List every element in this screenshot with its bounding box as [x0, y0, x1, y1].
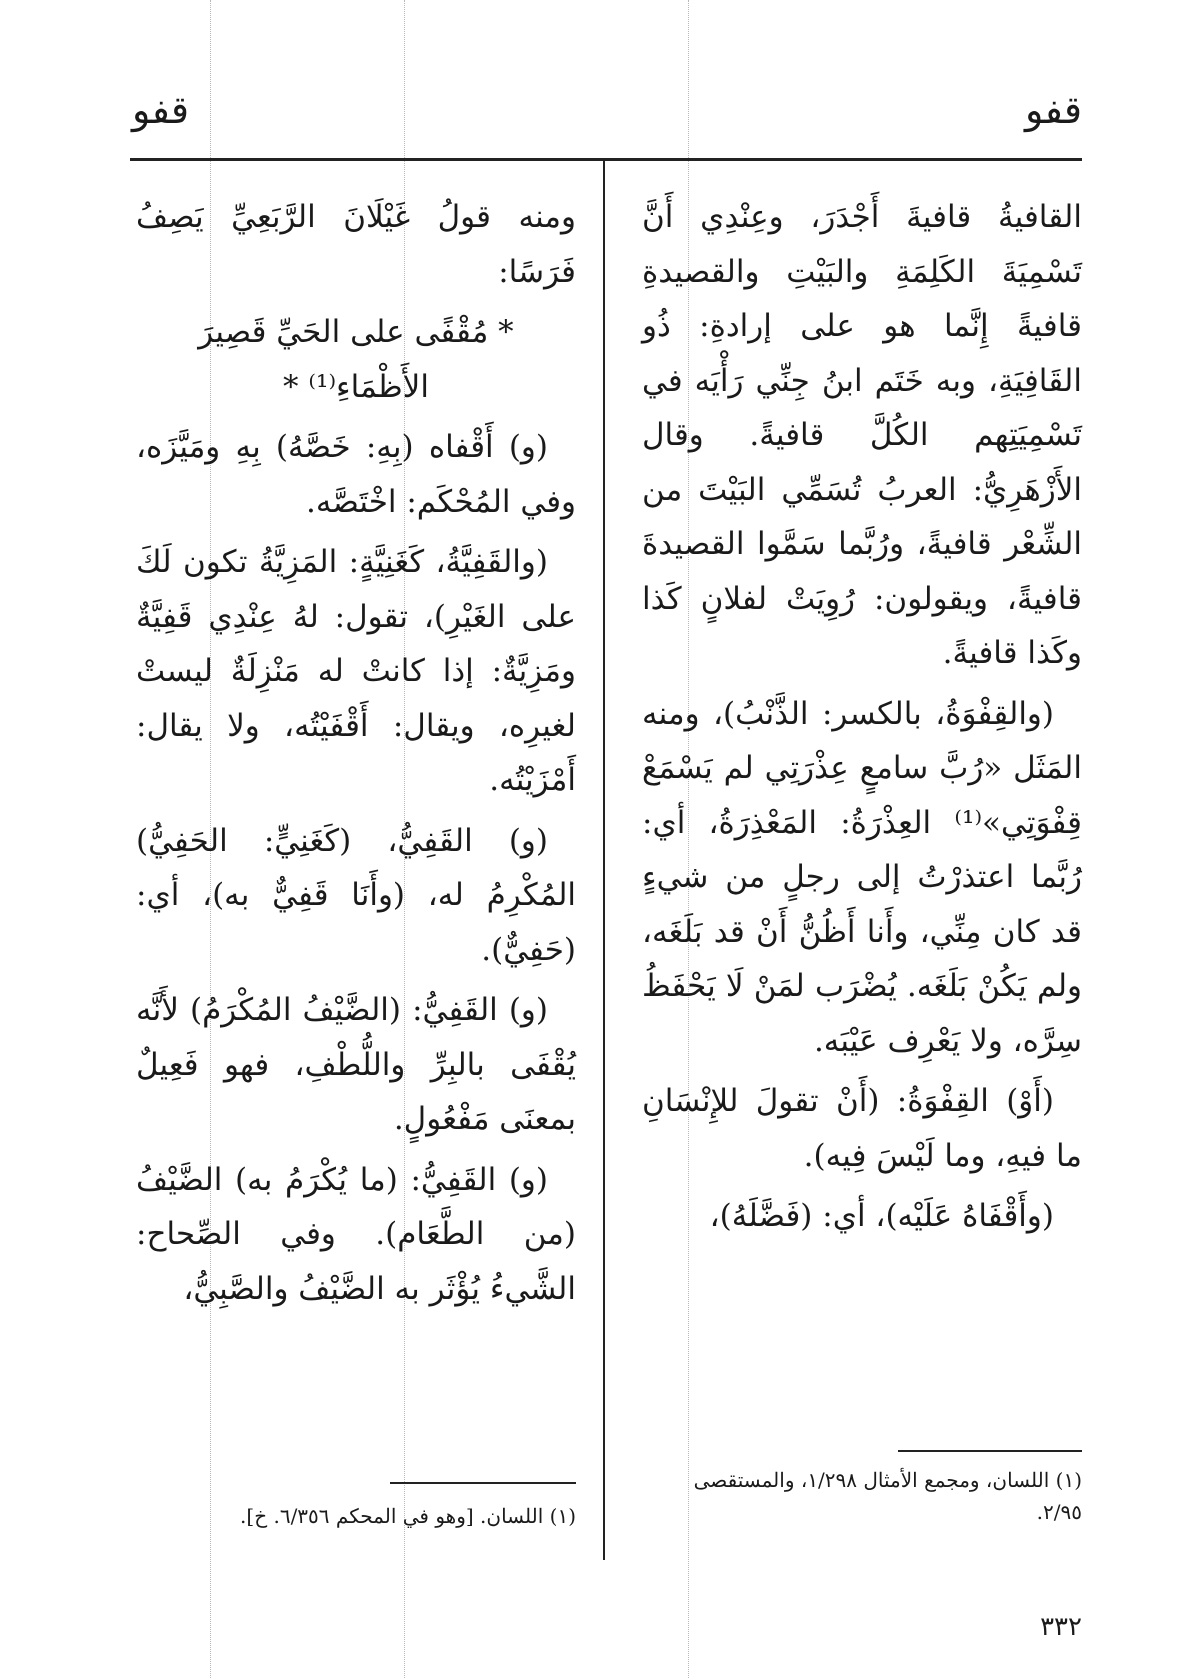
footnote-rule-left — [390, 1482, 576, 1484]
right-paragraph-4: (وأَقْفَاهُ عَلَيْه)، أي: (فَضَّلَهُ)، — [709, 1198, 1054, 1234]
right-paragraph-1: القافيةُ قافيةَ أَجْدَرَ، وعِنْدِي أَنَّ تَسْمِيَةَ الكَلِمَةِ والبَيْتِ والقصيدةِ قافيةً إِنَّما هو على إرادةِ: ذُو القَافِيَةِ، وبه خَتَم ابنُ جِنِّي رَأْيَه في تَسْمِيَتِهم الكُلَّ قافيةً. وقال الأَزْهَرِيُّ: العربُ تُسَمِّي البَيْتَ من الشِّعْر قافيةً، ورُبَّما سَمَّوا القصيدةَ قافيةً، ويقولون: رُوِيَتْ لفلانٍ كَذا وكَذا قافيةً. — [642, 199, 1082, 671]
running-head-left: قفو — [132, 88, 190, 132]
left-intro: ومنه قولُ غَيْلَانَ الرَّبَعِيِّ يَصِفُ فَرَسًا: — [136, 199, 576, 290]
header-rule — [130, 158, 1082, 161]
left-column — [136, 190, 576, 1322]
page-number: ٣٣٢ — [1040, 1612, 1082, 1642]
footnote-rule-right — [898, 1450, 1082, 1452]
right-paragraph-2: (والقِفْوَةُ، بالكسر: الذَّنْبُ)، ومنه المَثَل «رُبَّ سامعٍ عِذْرَتِي لم يَسْمَعْ قِفْوَتِي»⁽¹⁾ العِذْرَةُ: المَعْذِرَةُ، أي: رُبَّما اعتذرْتُ إلى رجلٍ من شيءٍ قد كان مِنِّي، وأَنا أَظُنُّ أَنْ قد بَلَغَه، ولم يَكُنْ بَلَغَه. يُضْرَب لمَنْ لَا يَحْفَظُ سِرَّه، ولا يَعْرِف عَيْبَه. — [642, 695, 1082, 1059]
left-paragraph-3: (و) القَفِيُّ، (كَغَنِيٍّ: الحَفِيُّ) المُكْرِمُ له، (وأَنَا قَفِيٌّ به)، أي: (حَفِيٌّ). — [136, 822, 576, 968]
left-paragraph-5: (و) القَفِيُّ: (ما يُكْرَمُ به) الضَّيْفُ (من الطَّعَام). وفي الصِّحاح: الشَّيءُ يُؤْثَر به الضَّيْفُ والصَّبِيُّ، — [136, 1161, 576, 1307]
left-paragraph-1: (و) أَقْفاه (بِهِ: خَصَّهُ) بِهِ ومَيَّزَه، وفي المُحْكَم: اخْتَصَّه. — [136, 429, 576, 520]
footnote-right: (١) اللسان، ومجمع الأمثال ١/٢٩٨، والمستقصى ٢/٩٥. — [693, 1468, 1082, 1524]
running-head-right: قفو — [1024, 88, 1082, 132]
left-paragraph-2: (والقَفِيَّةُ، كَغَنِيَّةٍ: المَزِيَّةُ تكون لَكَ على الغَيْرِ)، تقول: لهُ عِنْدِي قَفِيَّةٌ ومَزِيَّةٌ: إذا كانتْ له مَنْزِلَةٌ ليستْ لغيرِه، ويقال: أَقْفَيْتُه، ولا يقال: أَمْزَيْتُه. — [136, 544, 576, 798]
verse-line: * مُقْفًى على الحَيِّ قَصِيرَ الأَظْمَاءِ⁽¹⁾ * — [198, 314, 514, 405]
footnote-left: (١) اللسان. [وهو في المحكم ٦/٣٥٦. خ]. — [240, 1504, 576, 1528]
right-column — [642, 190, 1082, 1250]
column-divider — [603, 160, 605, 1560]
right-paragraph-3: (أَوْ) القِفْوَةُ: (أَنْ تقولَ للإِنْسَانِ ما فيهِ، وما لَيْسَ فِيه). — [642, 1083, 1082, 1174]
left-paragraph-4: (و) القَفِيُّ: (الضَّيْفُ المُكْرَمُ) لأَنَّه يُقْفَى بالبِرِّ واللُّطْفِ، فهو فَعِيلٌ بمعنَى مَفْعُولٍ. — [136, 992, 576, 1137]
